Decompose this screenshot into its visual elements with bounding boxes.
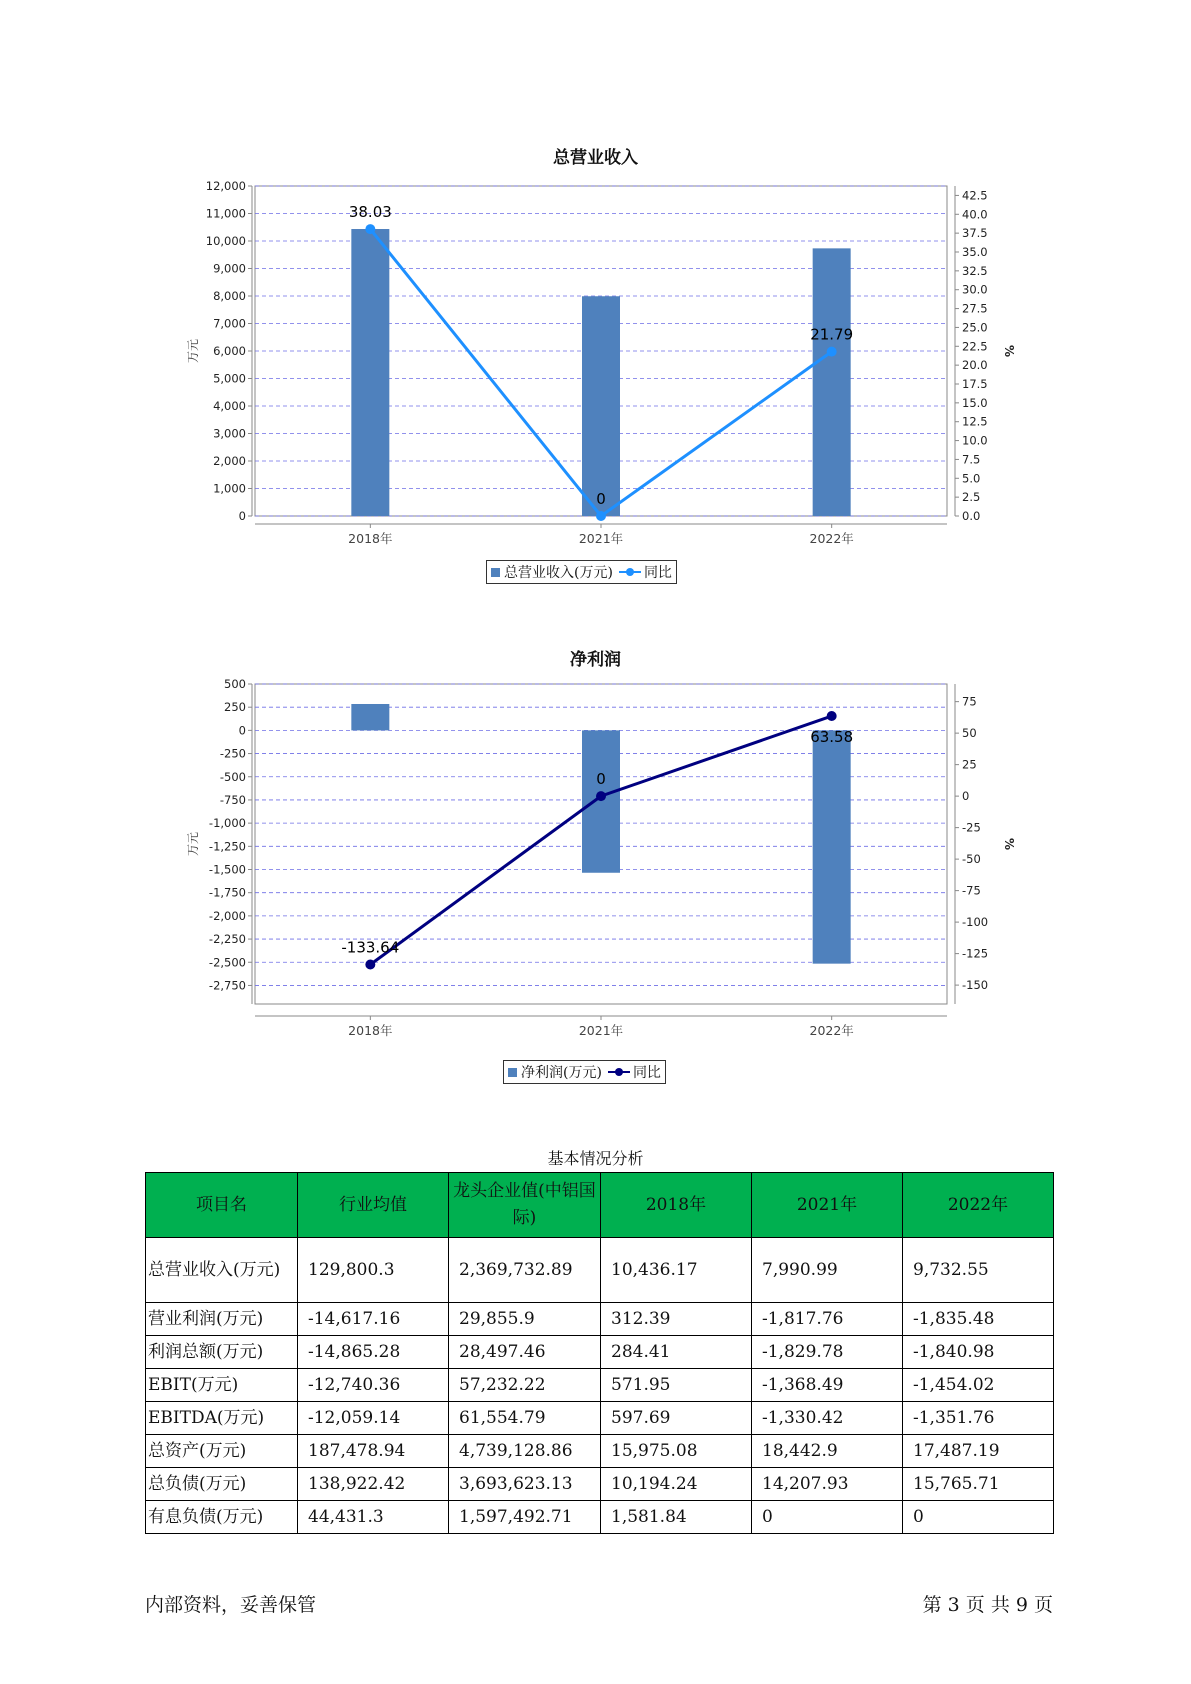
table-cell: -12,740.36: [298, 1369, 449, 1402]
table-cell: 284.41: [601, 1336, 752, 1369]
table-cell: 129,800.3: [298, 1238, 449, 1303]
table-cell: -1,835.48: [903, 1303, 1054, 1336]
table-cell: -14,865.28: [298, 1336, 449, 1369]
table-row: [146, 1402, 1054, 1435]
category-label: 2021年: [578, 531, 624, 546]
left-axis-tick-label: 7,000: [213, 316, 246, 331]
data-label: 21.79: [810, 325, 854, 344]
line-point: [596, 791, 606, 801]
left-axis-tick-label: -2,250: [208, 932, 246, 947]
chart-title-net-profit: 净利润: [570, 650, 621, 670]
right-axis-tick-label: 5.0: [962, 471, 981, 486]
bar: [351, 229, 389, 516]
line-point: [596, 511, 606, 521]
right-axis-title: %: [1002, 344, 1016, 358]
table-cell: 10,194.24: [601, 1468, 752, 1501]
right-axis-tick-label: -75: [962, 883, 981, 898]
chart-title-revenue: 总营业收入: [553, 148, 638, 168]
left-axis-tick-label: 9,000: [213, 261, 246, 276]
left-axis-tick-label: -2,500: [208, 955, 246, 970]
left-axis-tick-label: 10,000: [205, 234, 246, 248]
left-axis-tick-label: -500: [219, 769, 246, 784]
table-cell: 7,990.99: [752, 1238, 903, 1303]
left-axis-tick-label: 250: [224, 700, 246, 715]
table-row: [146, 1468, 1054, 1501]
table-caption: 基本情况分析: [547, 1149, 644, 1168]
table-row: [146, 1303, 1054, 1336]
table-cell: 4,739,128.86: [449, 1435, 601, 1468]
left-axis-tick-label: -1,000: [208, 816, 246, 831]
right-axis-title: %: [1002, 837, 1016, 851]
right-axis-tick-label: 25.0: [962, 320, 988, 335]
left-axis-tick-label: -750: [219, 792, 246, 807]
right-axis-tick-label: 0: [962, 789, 970, 804]
left-axis-tick-label: 1,000: [213, 481, 246, 496]
data-label: 0: [596, 490, 606, 508]
row-label: EBITDA(万元): [146, 1402, 298, 1435]
table-cell: 15,765.71: [903, 1468, 1054, 1501]
left-axis-tick-label: 0: [238, 723, 246, 738]
right-axis-tick-label: -25: [962, 820, 981, 835]
table-cell: 3,693,623.13: [449, 1468, 601, 1501]
header-cell: 2022年: [903, 1173, 1054, 1238]
right-axis-tick-label: -50: [962, 852, 981, 867]
header-cell: 2018年: [601, 1173, 752, 1238]
row-label: 利润总额(万元): [146, 1336, 298, 1369]
header-cell: 龙头企业值(中铝国际): [449, 1173, 601, 1238]
right-axis-tick-label: 17.5: [962, 377, 988, 391]
table-cell: 18,442.9: [752, 1435, 903, 1468]
table-cell: 571.95: [601, 1369, 752, 1402]
right-axis-tick-label: 2.5: [962, 490, 981, 505]
right-axis-tick-label: 12.5: [962, 414, 988, 429]
category-label: 2022年: [809, 1023, 854, 1038]
right-axis-tick-label: 42.5: [962, 188, 988, 203]
left-axis-tick-label: 4,000: [213, 399, 246, 413]
left-axis-tick-label: 500: [224, 677, 246, 691]
legend-bar-label: 总营业收入(万元): [504, 565, 613, 581]
bar: [351, 704, 389, 730]
table-cell: 28,497.46: [449, 1336, 601, 1369]
right-axis-tick-label: 27.5: [962, 301, 988, 316]
row-label: 有息负债(万元): [146, 1501, 298, 1534]
table-cell: 597.69: [601, 1402, 752, 1435]
legend-line-label: 同比: [643, 565, 672, 581]
right-axis-tick-label: 50: [962, 726, 977, 741]
right-axis-tick-label: 15.0: [962, 395, 988, 410]
table-cell: 0: [752, 1501, 903, 1534]
left-axis-tick-label: -2,000: [208, 908, 246, 923]
category-label: 2021年: [578, 1023, 624, 1038]
table-cell: -14,617.16: [298, 1303, 449, 1336]
legend-line-swatch: [608, 1067, 630, 1077]
table-cell: -1,330.42: [752, 1402, 903, 1435]
table-cell: 61,554.79: [449, 1402, 601, 1435]
table-cell: 44,431.3: [298, 1501, 449, 1534]
basic-analysis-table: [145, 1172, 1054, 1534]
header-cell: 项目名: [146, 1173, 298, 1238]
legend-line-swatch: [619, 567, 641, 577]
right-axis-tick-label: 7.5: [962, 452, 981, 467]
table-cell: 0: [903, 1501, 1054, 1534]
category-label: 2022年: [809, 531, 854, 546]
table-cell: -1,829.78: [752, 1336, 903, 1369]
left-axis-tick-label: -1,750: [208, 885, 246, 900]
line-point: [827, 347, 837, 357]
table-cell: 1,597,492.71: [449, 1501, 601, 1534]
table-cell: -1,840.98: [903, 1336, 1054, 1369]
table-row: [146, 1435, 1054, 1468]
legend-bar-label: 净利润(万元): [521, 1065, 602, 1081]
page-number: 第 3 页 共 9 页: [922, 1594, 1053, 1616]
table-cell: 29,855.9: [449, 1303, 601, 1336]
line-point: [365, 959, 375, 969]
table-cell: -1,368.49: [752, 1369, 903, 1402]
left-axis-tick-label: -2,750: [208, 978, 246, 993]
left-axis-tick-label: 8,000: [213, 289, 246, 303]
table-cell: -1,817.76: [752, 1303, 903, 1336]
data-label: 0: [596, 770, 606, 789]
right-axis-tick-label: 32.5: [962, 263, 988, 278]
right-axis-tick-label: 30.0: [962, 282, 988, 297]
left-axis-tick-label: 0: [238, 509, 246, 523]
right-axis-tick-label: 0.0: [962, 509, 981, 523]
category-label: 2018年: [348, 1023, 393, 1038]
table-cell: 15,975.08: [601, 1435, 752, 1468]
bar: [582, 730, 620, 872]
right-axis-tick-label: 40.0: [962, 207, 988, 222]
table-cell: 187,478.94: [298, 1435, 449, 1468]
table-cell: 10,436.17: [601, 1238, 752, 1303]
right-axis-tick-label: -150: [962, 978, 989, 993]
category-label: 2018年: [348, 531, 393, 546]
table-cell: 138,922.42: [298, 1468, 449, 1501]
row-label: EBIT(万元): [146, 1369, 298, 1402]
left-axis-tick-label: 11,000: [205, 206, 246, 221]
data-label: 63.58: [810, 728, 854, 747]
right-axis-tick-label: 25: [962, 757, 977, 772]
table-cell: 14,207.93: [752, 1468, 903, 1501]
table-row: [146, 1238, 1054, 1303]
bar: [813, 730, 851, 963]
table-cell: -1,351.76: [903, 1402, 1054, 1435]
left-axis-tick-label: -250: [219, 746, 246, 761]
revenue-chart-legend: [486, 560, 677, 584]
table-cell: 57,232.22: [449, 1369, 601, 1402]
row-label: 营业利润(万元): [146, 1303, 298, 1336]
confidential-note: 内部资料，妥善保管: [145, 1594, 317, 1616]
table-row: [146, 1501, 1054, 1534]
table-row: [146, 1369, 1054, 1402]
right-axis-tick-label: 22.5: [962, 339, 988, 354]
right-axis-tick-label: 75: [962, 694, 977, 709]
bar: [582, 296, 620, 516]
table-cell: 312.39: [601, 1303, 752, 1336]
left-axis-tick-label: 12,000: [205, 179, 246, 193]
right-axis-tick-label: 20.0: [962, 358, 988, 373]
right-axis-tick-label: 35.0: [962, 245, 988, 259]
left-axis-title: 万元: [186, 338, 200, 364]
row-label: 总负债(万元): [146, 1468, 298, 1501]
left-axis-tick-label: 5,000: [213, 371, 246, 386]
bar: [813, 248, 851, 516]
table-cell: 2,369,732.89: [449, 1238, 601, 1303]
table-cell: 17,487.19: [903, 1435, 1054, 1468]
legend-bar-swatch: [508, 1068, 517, 1077]
data-label: -133.64: [341, 938, 400, 957]
table-row: [146, 1336, 1054, 1369]
left-axis-tick-label: 2,000: [213, 454, 246, 468]
table-cell: -1,454.02: [903, 1369, 1054, 1402]
right-axis-tick-label: 37.5: [962, 226, 988, 241]
legend-bar-swatch: [491, 568, 500, 577]
legend-line-label: 同比: [632, 1065, 661, 1081]
right-axis-tick-label: -100: [962, 915, 989, 930]
left-axis-tick-label: -1,500: [208, 862, 246, 877]
left-axis-tick-label: 6,000: [213, 344, 246, 358]
right-axis-tick-label: -125: [962, 946, 989, 961]
left-axis-tick-label: -1,250: [208, 839, 246, 854]
table-cell: -12,059.14: [298, 1402, 449, 1435]
table-header-row: [146, 1173, 1054, 1238]
header-cell: 2021年: [752, 1173, 903, 1238]
right-axis-tick-label: 10.0: [962, 433, 988, 448]
net-profit-chart-legend: [503, 1060, 666, 1084]
left-axis-title: 万元: [186, 831, 200, 857]
row-label: 总资产(万元): [146, 1435, 298, 1468]
line-point: [827, 711, 837, 721]
row-label: 总营业收入(万元): [146, 1238, 298, 1303]
table-cell: 1,581.84: [601, 1501, 752, 1534]
line-point: [365, 224, 375, 234]
data-label: 38.03: [348, 203, 392, 222]
header-cell: 行业均值: [298, 1173, 449, 1238]
table-cell: 9,732.55: [903, 1238, 1054, 1303]
left-axis-tick-label: 3,000: [213, 426, 246, 441]
